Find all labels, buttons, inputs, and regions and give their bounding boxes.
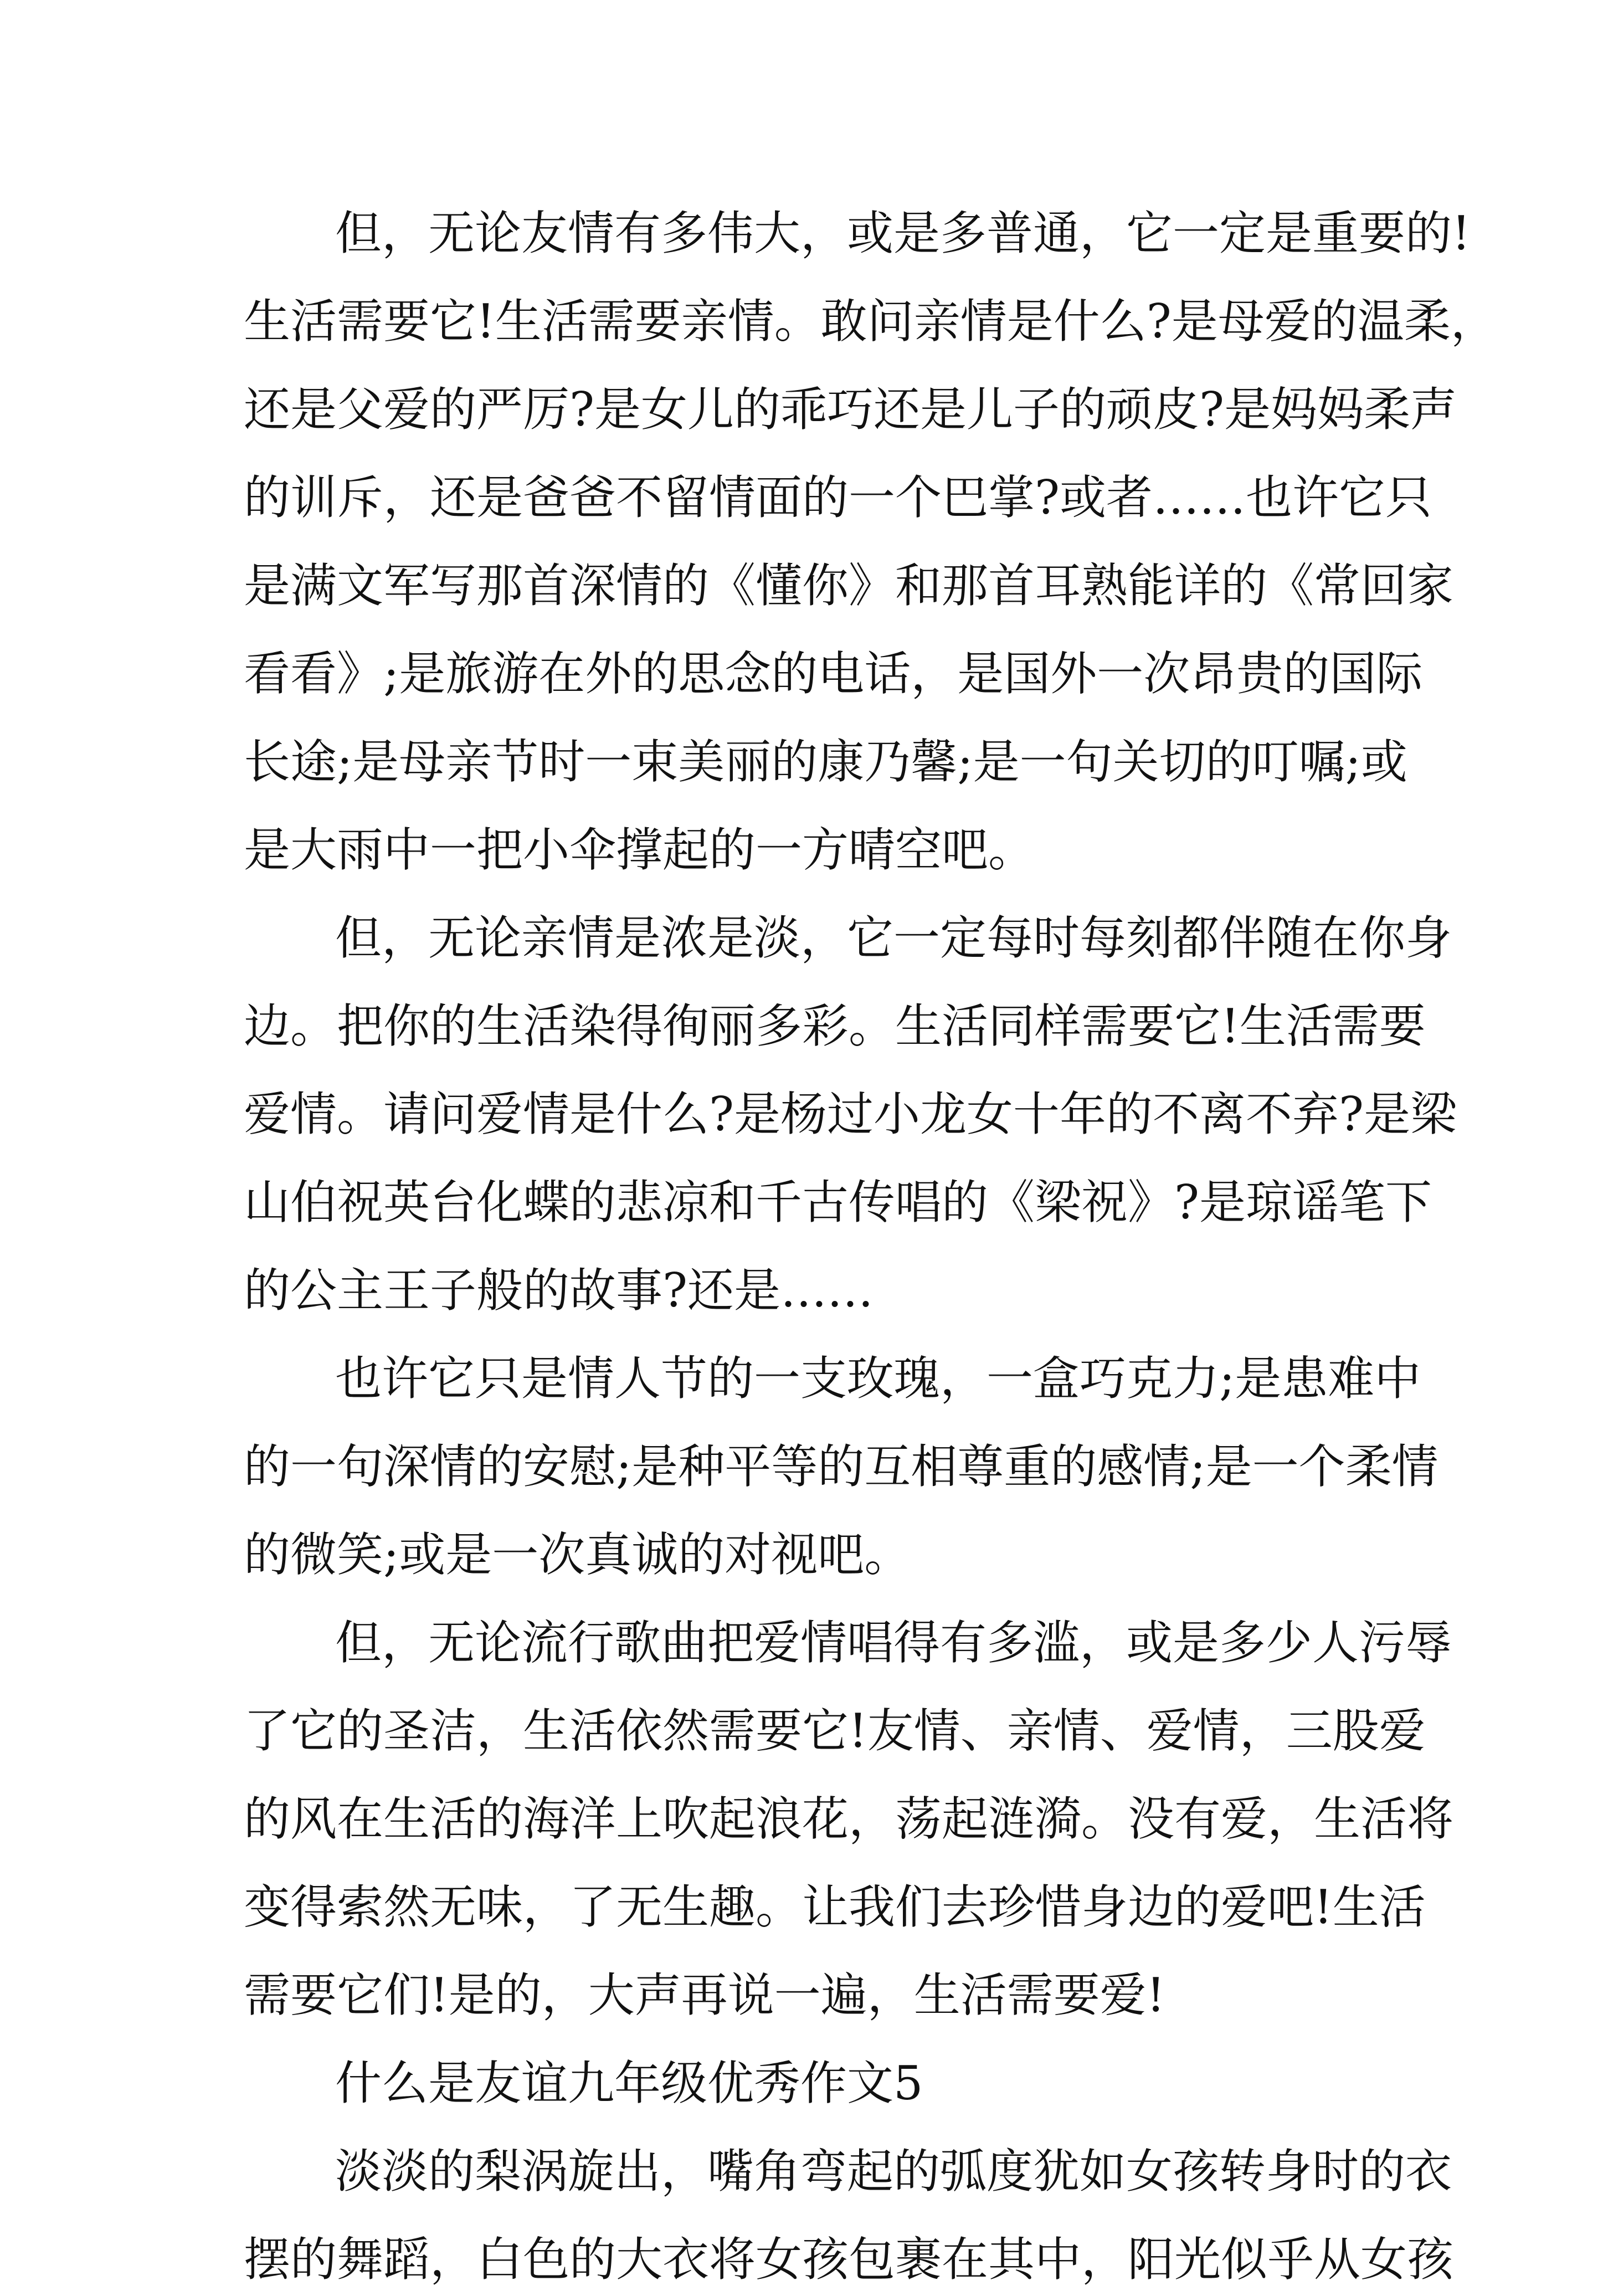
text-line (0, 2135, 1603, 2208)
text-line-content: 生活需要它!生活需要亲情。敢问亲情是什么?是母爱的温柔， (244, 294, 1497, 348)
text-line-content: 但，无论亲情是浓是淡，它一定每时每刻都伴随在你身 (335, 911, 1452, 965)
text-line (0, 1430, 1603, 1503)
text-line-content: 但，无论流行歌曲把爱情唱得有多滥，或是多少人污辱 (335, 1616, 1452, 1670)
text-line (0, 1166, 1603, 1239)
text-line-content: 还是父爱的严厉?是女儿的乖巧还是儿子的顽皮?是妈妈柔声 (244, 382, 1457, 437)
text-line (0, 637, 1603, 710)
text-line (0, 1342, 1603, 1415)
text-line (0, 1959, 1603, 2032)
text-line (0, 1870, 1603, 1944)
text-line-content: 的风在生活的海洋上吹起浪花，荡起涟漪。没有爱，生活将 (244, 1792, 1454, 1846)
text-line-content: 的公主王子般的故事?还是…… (244, 1263, 874, 1318)
text-line (0, 1518, 1603, 1591)
text-line-content: 的一句深情的安慰;是种平等的互相尊重的感情;是一个柔情 (244, 1439, 1438, 1494)
section-heading-text: 什么是友谊九年级优秀作文5 (335, 2056, 923, 2110)
text-line-content: 淡淡的梨涡旋出，嘴角弯起的弧度犹如女孩转身时的衣 (335, 2144, 1452, 2198)
text-line (0, 1694, 1603, 1767)
text-line (0, 373, 1603, 446)
text-line-content: 山伯祝英台化蝶的悲凉和千古传唱的《梁祝》?是琼谣笔下 (244, 1175, 1432, 1229)
text-line-content: 是大雨中一把小伞撑起的一方晴空吧。 (244, 823, 1035, 877)
text-line-content: 长途;是母亲节时一束美丽的康乃馨;是一句关切的叮嘱;或 (244, 735, 1407, 789)
text-line (0, 901, 1603, 975)
text-line-content: 了它的圣洁，生活依然需要它!友情、亲情、爱情，三股爱 (244, 1704, 1426, 1758)
text-line-content: 的微笑;或是一次真诚的对视吧。 (244, 1528, 911, 1582)
text-line (0, 1606, 1603, 1679)
text-line (0, 461, 1603, 534)
text-line (0, 2223, 1603, 2296)
text-line (0, 285, 1603, 358)
text-line-content: 爱情。请问爱情是什么?是杨过小龙女十年的不离不弃?是梁 (244, 1087, 1457, 1141)
text-line (0, 1782, 1603, 1856)
text-line-content: 是满文军写那首深情的《懂你》和那首耳熟能详的《常回家 (244, 558, 1454, 613)
text-line (0, 1078, 1603, 1151)
text-line (0, 725, 1603, 798)
text-line-content: 变得索然无味，了无生趣。让我们去珍惜身边的爱吧!生活 (244, 1880, 1426, 1934)
section-heading (0, 2047, 1603, 2120)
text-line-content: 但，无论友情有多伟大，或是多普通，它一定是重要的! (335, 206, 1471, 260)
text-line (0, 197, 1603, 270)
text-line (0, 990, 1603, 1063)
text-line-content: 摆的舞蹈，白色的大衣将女孩包裹在其中，阳光似乎从女孩 (244, 2232, 1454, 2287)
text-line-content: 边。把你的生活染得徇丽多彩。生活同样需要它!生活需要 (244, 999, 1426, 1053)
text-line (0, 1254, 1603, 1327)
text-line-content: 也许它只是情人节的一支玫瑰，一盒巧克力;是患难中 (335, 1351, 1421, 1406)
text-line-content: 看看》;是旅游在外的思念的电话，是国外一次昂贵的国际 (244, 647, 1423, 701)
text-line-content: 需要它们!是的，大声再说一遍，生活需要爱! (244, 1968, 1165, 2022)
text-line (0, 813, 1603, 886)
text-line-content: 的训斥，还是爸爸不留情面的一个巴掌?或者……也许它只 (244, 470, 1432, 525)
text-line (0, 549, 1603, 622)
